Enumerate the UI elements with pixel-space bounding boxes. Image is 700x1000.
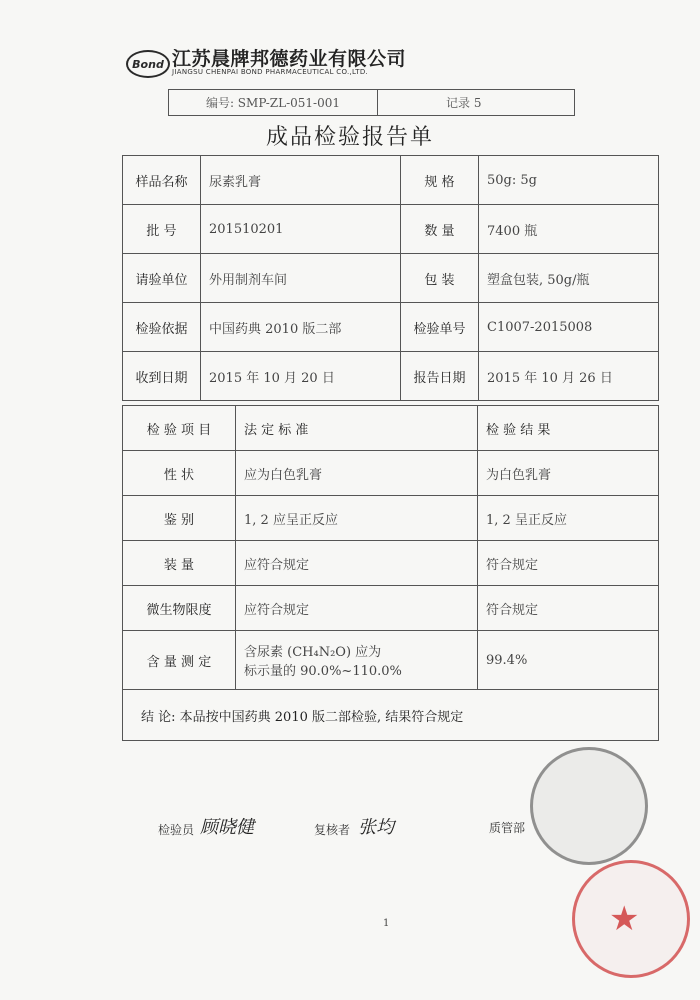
test-result: 符合规定 <box>478 586 659 631</box>
table-row <box>123 254 659 303</box>
doc-code: 编号: SMP-ZL-051-001 <box>169 90 378 115</box>
test-item: 鉴 别 <box>123 496 236 541</box>
spec-label: 规 格 <box>401 156 479 205</box>
test-standard: 应为白色乳膏 <box>236 451 478 496</box>
pack-label: 包 装 <box>401 254 479 303</box>
report-date-label: 报告日期 <box>401 352 479 401</box>
table-row <box>123 496 659 541</box>
qa-seal-stamp <box>572 860 690 978</box>
test-result: 1, 2 呈正反应 <box>478 496 659 541</box>
inspector-signature: 顾晓健 <box>200 817 254 838</box>
table-row <box>123 156 659 205</box>
logo-text: Bond <box>132 57 164 71</box>
test-result: 99.4% <box>478 631 659 690</box>
qty-value: 7400 瓶 <box>479 205 659 254</box>
report-no-value: C1007-2015008 <box>479 303 659 352</box>
pack-value: 塑盒包装, 50g/瓶 <box>479 254 659 303</box>
test-standard: 1, 2 应呈正反应 <box>236 496 478 541</box>
sample-name-label: 样品名称 <box>123 156 201 205</box>
spec-value: 50g: 5g <box>479 156 659 205</box>
test-item: 含 量 测 定 <box>123 631 236 690</box>
col-header-standard: 法 定 标 准 <box>236 406 478 451</box>
batch-value: 201510201 <box>201 205 401 254</box>
recv-date-value: 2015 年 10 月 20 日 <box>201 352 401 401</box>
star-icon: ★ <box>609 899 640 939</box>
test-standard: 应符合规定 <box>236 541 478 586</box>
report-date-value: 2015 年 10 月 26 日 <box>479 352 659 401</box>
table-row <box>123 205 659 254</box>
company-name-cn: 江苏晨牌邦德药业有限公司 <box>172 48 407 70</box>
test-standard: 应符合规定 <box>236 586 478 631</box>
company-seal-stamp <box>530 747 648 865</box>
col-header-result: 检 验 结 果 <box>478 406 659 451</box>
test-standard: 含尿素 (CH₄N₂O) 应为 <box>244 645 382 660</box>
table-row <box>123 586 659 631</box>
dept-value: 外用制剂车间 <box>201 254 401 303</box>
reviewer-signature: 张均 <box>358 817 394 838</box>
conclusion-row <box>123 690 659 741</box>
table-row <box>123 303 659 352</box>
test-standard-cell <box>236 631 478 690</box>
company-name-en: JIANGSU CHENPAI BOND PHARMACEUTICAL CO.,LTD. <box>172 68 369 76</box>
sample-info-table <box>122 155 659 401</box>
test-result: 为白色乳膏 <box>478 451 659 496</box>
basis-label: 检验依据 <box>123 303 201 352</box>
test-item: 装 量 <box>123 541 236 586</box>
sample-name: 尿素乳膏 <box>201 156 401 205</box>
test-results-table <box>122 405 659 741</box>
test-item: 性 状 <box>123 451 236 496</box>
table-row <box>123 631 659 690</box>
dept-label: 请验单位 <box>123 254 201 303</box>
report-no-label: 检验单号 <box>401 303 479 352</box>
test-result: 符合规定 <box>478 541 659 586</box>
doc-code-box <box>168 89 575 116</box>
col-header-item: 检 验 项 目 <box>123 406 236 451</box>
test-item: 微生物限度 <box>123 586 236 631</box>
page-title: 成品检验报告单 <box>265 125 434 150</box>
inspector-label: 检验员 <box>158 823 195 837</box>
qa-label: 质管部 <box>489 821 526 835</box>
reviewer-label: 复核者 <box>314 823 351 837</box>
table-row <box>123 541 659 586</box>
table-row <box>123 352 659 401</box>
qty-label: 数 量 <box>401 205 479 254</box>
record-number: 记录 5 <box>446 96 482 110</box>
company-logo <box>126 50 170 78</box>
page-number: 1 <box>383 918 390 929</box>
basis-value: 中国药典 2010 版二部 <box>201 303 401 352</box>
recv-date-label: 收到日期 <box>123 352 201 401</box>
batch-label: 批 号 <box>123 205 201 254</box>
test-standard-line2: 标示量的 90.0%~110.0% <box>244 664 402 679</box>
table-header-row <box>123 406 659 451</box>
conclusion: 结 论: 本品按中国药典 2010 版二部检验, 结果符合规定 <box>123 690 659 741</box>
table-row <box>123 451 659 496</box>
